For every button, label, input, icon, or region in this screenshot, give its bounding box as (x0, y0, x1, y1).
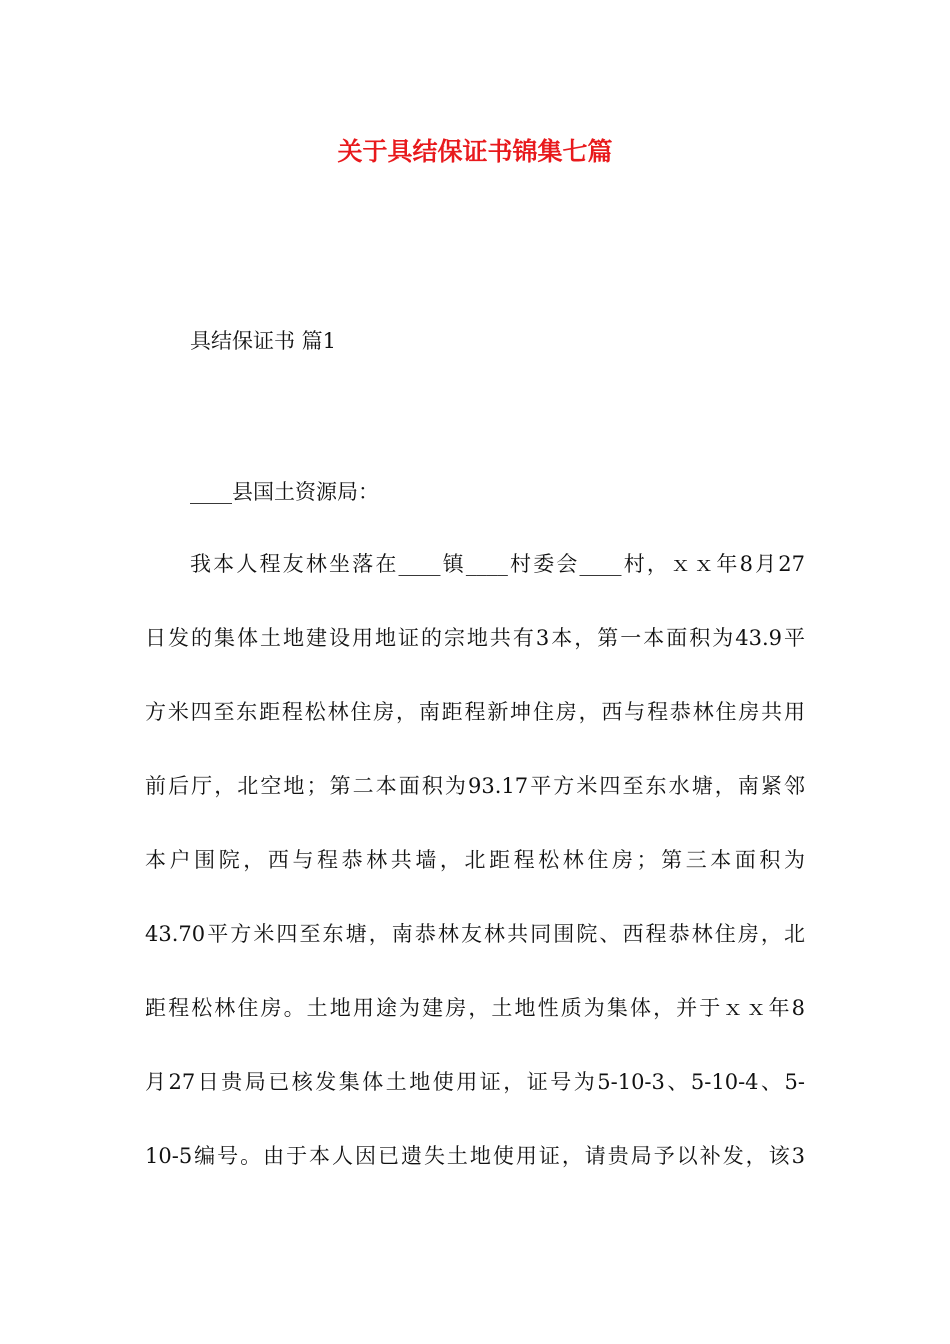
body-line: 我本人程友林坐落在____镇____村委会____村，ｘｘ年8月27 (190, 552, 805, 576)
body-line: 距程松林住房。土地用途为建房，土地性质为集体，并于ｘｘ年8 (145, 996, 805, 1020)
body-line: 10-5编号。由于本人因已遗失土地使用证，请贵局予以补发，该3 (145, 1144, 805, 1168)
body-line: 43.70平方米四至东塘，南恭林友林共同围院、西程恭林住房，北 (145, 922, 805, 946)
body-line: 月27日贵局已核发集体土地使用证，证号为5-10-3、5-10-4、5- (145, 1070, 805, 1094)
body-line: 方米四至东距程松林住房，南距程新坤住房，西与程恭林住房共用 (145, 700, 805, 724)
salutation: ____县国土资源局： (190, 480, 379, 504)
body-paragraph (145, 546, 805, 1212)
body-line: 本户围院，西与程恭林共墙，北距程松林住房；第三本面积为 (145, 848, 805, 872)
document-title: 关于具结保证书锦集七篇 (337, 137, 613, 166)
body-line: 日发的集体土地建设用地证的宗地共有3本，第一本面积为43.9平 (145, 626, 805, 650)
section-heading: 具结保证书 篇1 (190, 329, 337, 353)
body-line: 前后厅，北空地；第二本面积为93.17平方米四至东水塘，南紧邻 (145, 774, 805, 798)
